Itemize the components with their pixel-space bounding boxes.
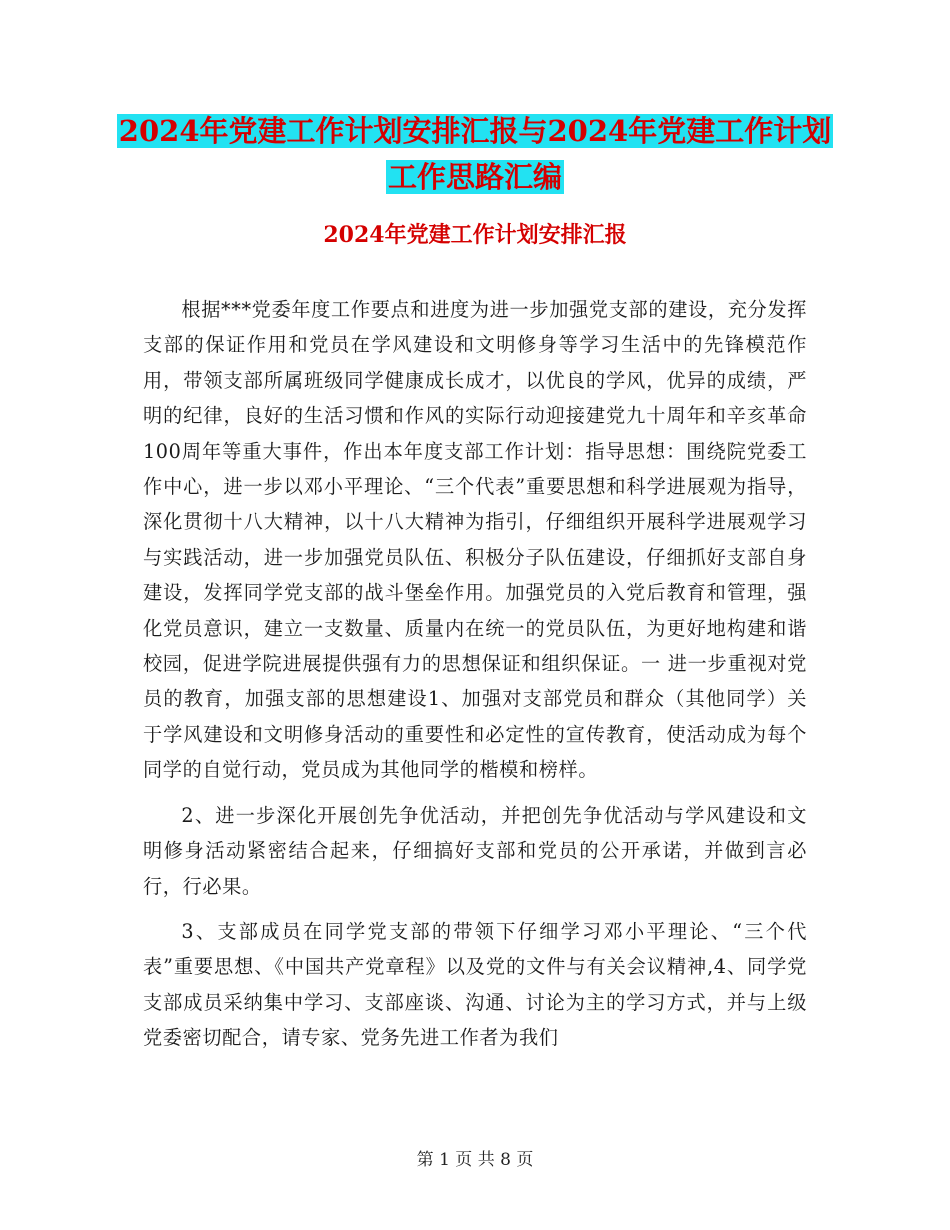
paragraph-3: 3、支部成员在同学党支部的带领下仔细学习邓小平理论、“三个代表”重要思想、《中国共产党章程》以及党的文件与有关会议精神,4、同学党支部成员采纳集中学习、支部座谈、沟通、讨论为主的学习方式，并与上级党委密切配合，请专家、党务先进工作者为我们	[143, 919, 807, 1050]
page-footer: 第 1 页 共 8 页	[416, 1150, 534, 1170]
section-title: 2024年党建工作计划安排汇报	[323, 222, 627, 248]
paragraph-1: 根据***党委年度工作要点和进度为进一步加强党支部的建设，充分发挥支部的保证作用和党员在学风建设和文明修身等学习生活中的先锋模范作用，带领支部所属班级同学健康成长成才，以优良的学风，优异的成绩，严明的纪律，良好的生活习惯和作风的实际行动迎接建党九十周年和辛亥革命100周年等重大事件，作出本年度支部工作计划：指导思想：围绕院党委工作中心，进一步以邓小平理论、“三个代表”重要思想和科学进展观为指导，深化贯彻十八大精神，以十八大精神为指引，仔细组织开展科学进展观学习与实践活动，进一步加强党员队伍、积极分子队伍建设，仔细抓好支部自身建设，发挥同学党支部的战斗堡垒作用。加强党员的入党后教育和管理，强化党员意识，建立一支数量、质量内在统一的党员队伍，为更好地构建和谐校园，促进学院进展提供强有力的思想保证和组织保证。一 进一步重视对党员的教育，加强支部的思想建设1、加强对支部党员和群众（其他同学）关于学风建设和文明修身活动的重要性和必定性的宣传教育，使活动成为每个同学的自觉行动，党员成为其他同学的楷模和榜样。	[143, 298, 807, 782]
paragraph-2: 2、进一步深化开展创先争优活动，并把创先争优活动与学风建设和文明修身活动紧密结合起来，仔细搞好支部和党员的公开承诺，并做到言必行，行必果。	[143, 803, 807, 898]
title-line-2: 工作思路汇编	[387, 160, 562, 194]
document-body	[143, 292, 807, 1056]
title-line-1: 2024年党建工作计划安排汇报与2024年党建工作计划	[118, 114, 832, 148]
document-title	[0, 108, 950, 200]
